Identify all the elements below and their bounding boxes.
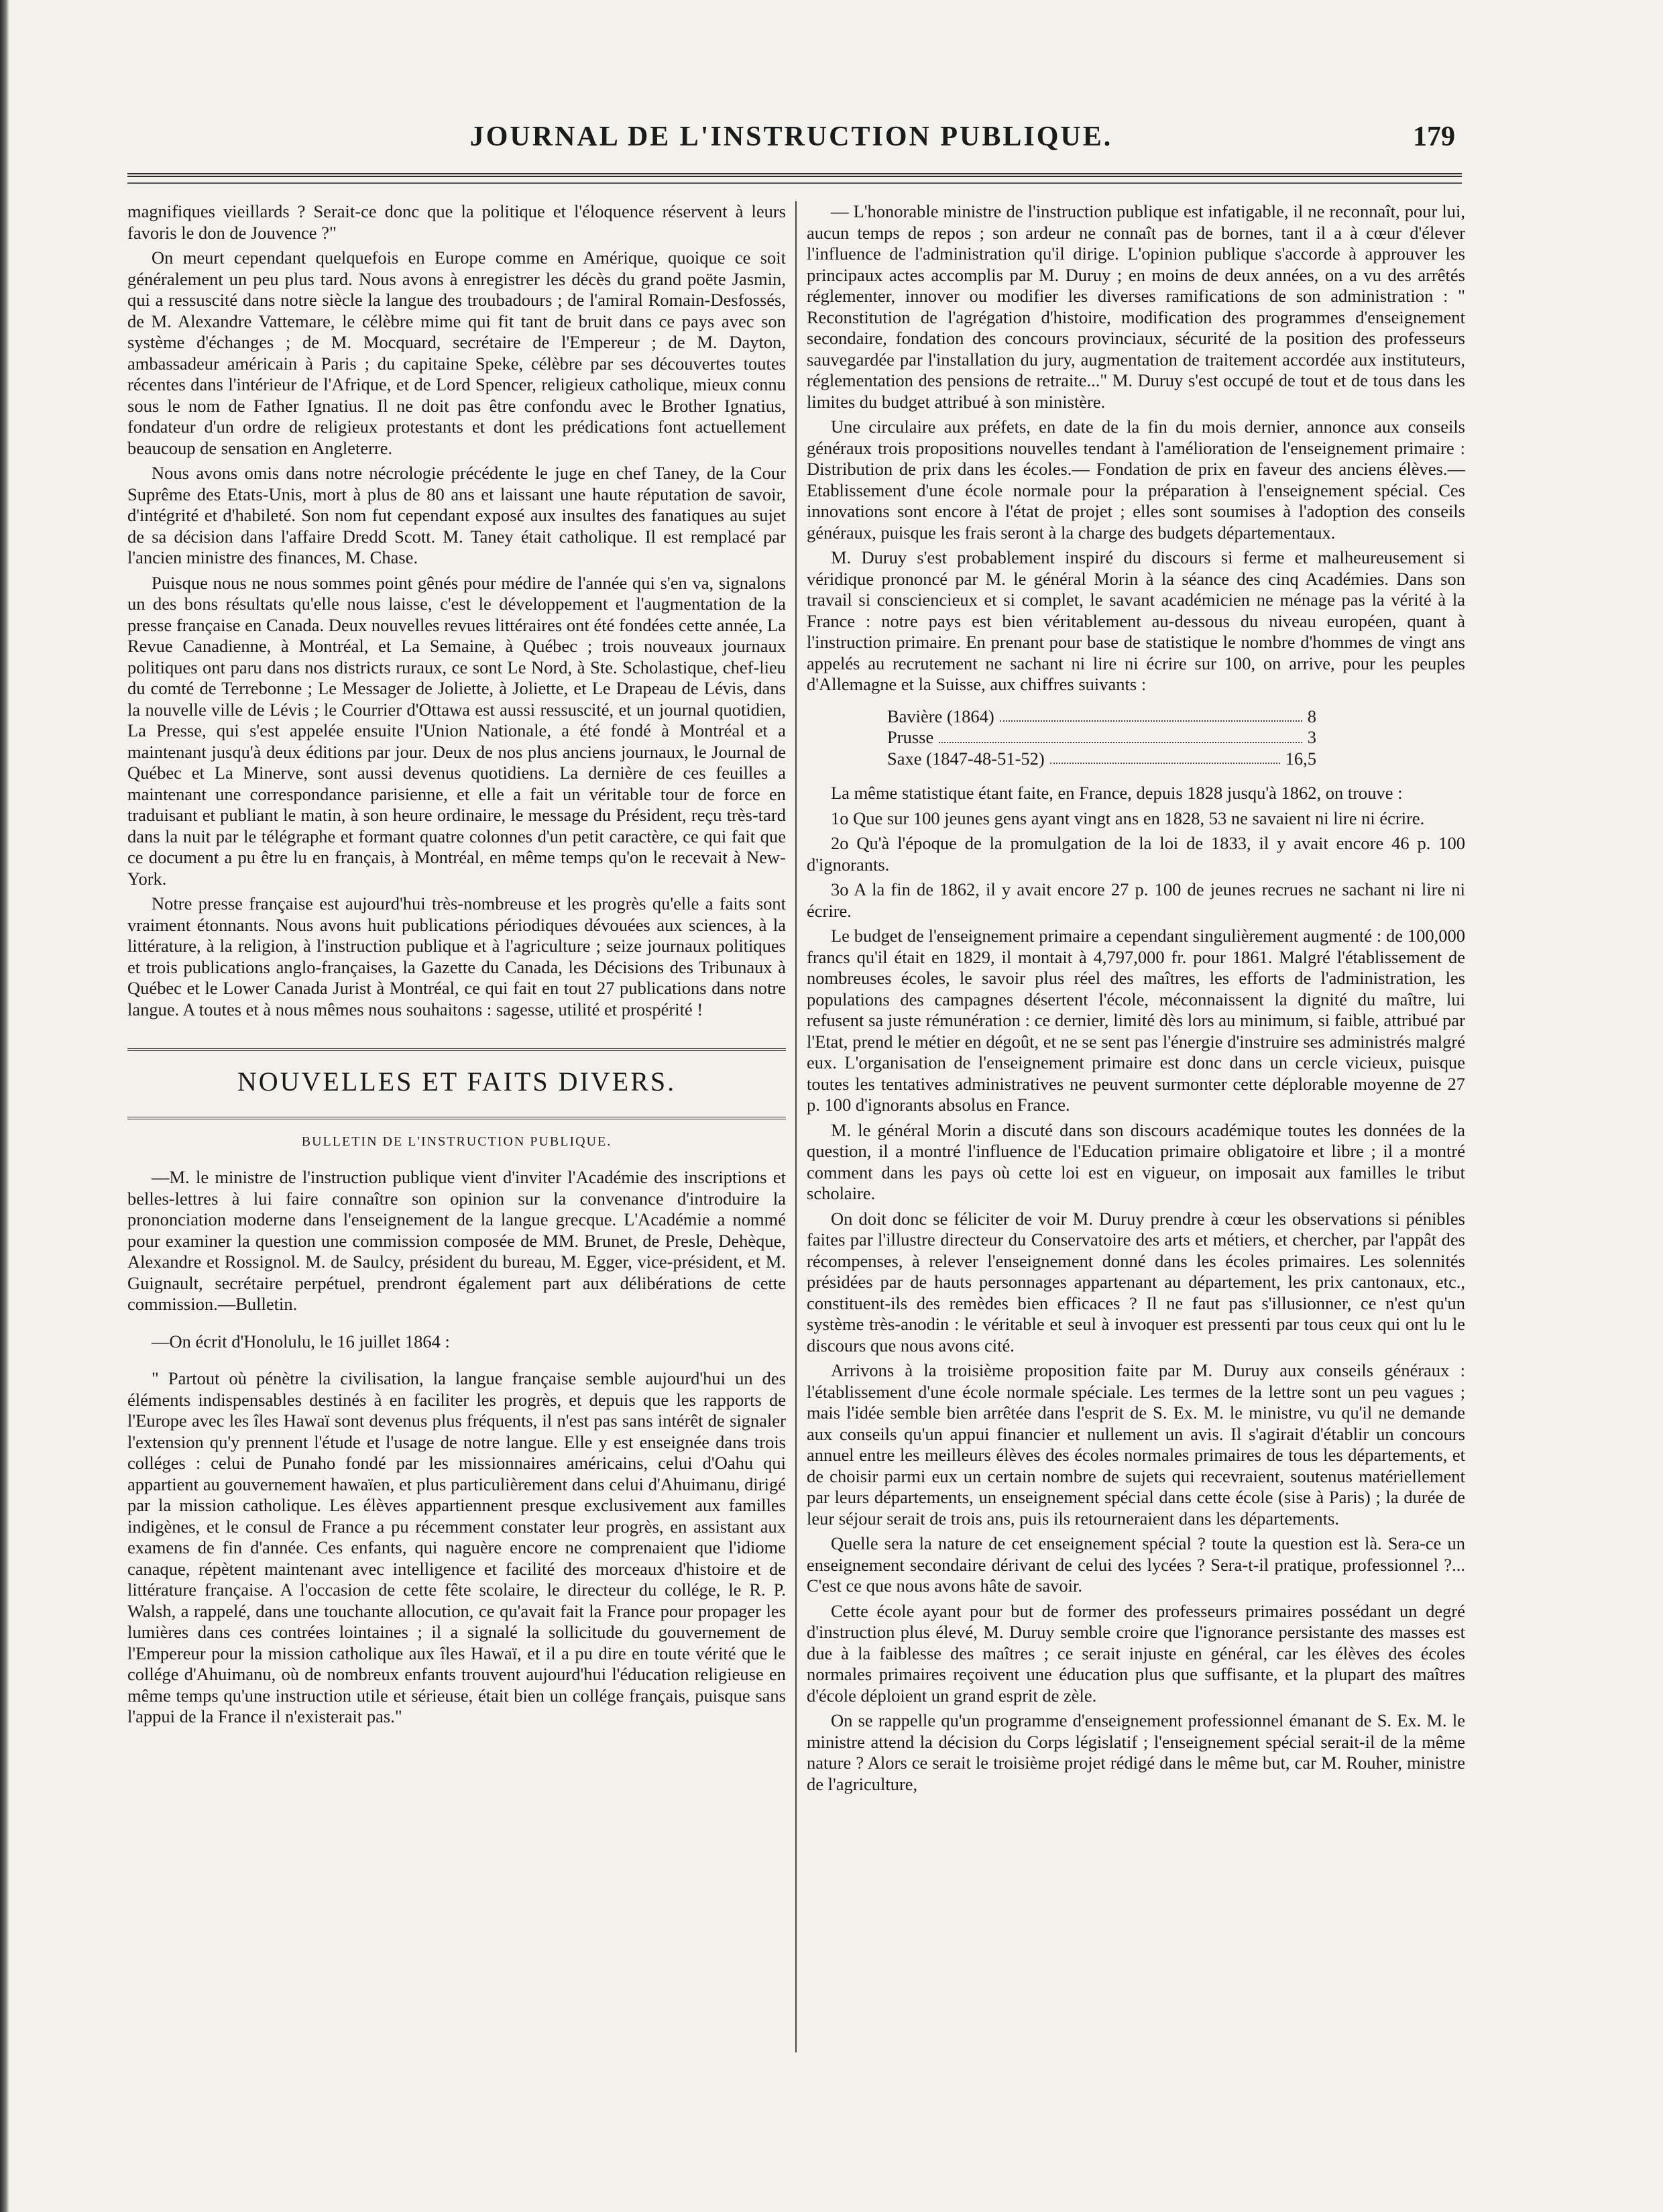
paragraph: Quelle sera la nature de cet enseignement spécial ? toute la question est là. Sera-ce un enseignement secondaire dérivant de celui des lycées ? Sera-t-il pratique, professionnel ?... C'est ce que nous avons hâte de savoir. (807, 1533, 1465, 1596)
section-rule (127, 1117, 786, 1119)
paragraph: Arrivons à la troisième proposition faite par M. Duruy aux conseils généraux : l'établissement d'une école normale spéciale. Les termes de la lettre sont un peu vagues ; mais l'idée semble bien arrêtée dans l'esprit de S. Ex. M. le ministre, vu qu'il ne demande aux conseils qu'un appui financier et nullement un avis. Il s'agirait d'établir un concours annuel entre les meilleurs élèves des écoles normales primaires de tous les départements, et de choisir parmi eux un certain nombre de sujets qui recevraient, soutenus matériellement par leurs départements, un enseignement spécial dans cette école (sise à Paris) ; la durée de leur séjour serait de trois ans, puis ils retourneraient dans les départements. (807, 1360, 1465, 1529)
section-title: NOUVELLES ET FAITS DIVERS. (237, 1066, 677, 1097)
paragraph: magnifiques vieillards ? Serait-ce donc que la politique et l'éloquence réservent à leurs favoris le don de Jouvence ?" (127, 201, 786, 243)
paragraph: On meurt cependant quelquefois en Europe comme en Amérique, quoique ce soit généralement un peu plus tard. Nous avons à enregistrer les décès du grand poëte Jasmin, qui a ressuscité dans notre siècle la langue des troubadours ; de l'amiral Romain-Desfossés, de M. Alexandre Vattemare, le célèbre mime qui fit tant de bruit dans ce pays avec son système d'échanges ; de M. Mocquard, secrétaire de l'Empereur ; de M. Dayton, ambassadeur américain à Paris ; du capitaine Speke, célèbre par ses découvertes toutes récentes dans l'intérieur de l'Afrique, et de Lord Spencer, religieux catholique, mieux connu sous le nom de Father Ignatius. Il ne doit pas être confondu avec le Brother Ignatius, fondateur d'un ordre de religieux protestants et dont les prédications font actuellement beaucoup de sensation en Angleterre. (127, 247, 786, 458)
stat-row (887, 727, 1316, 749)
stat-label: Bavière (1864) (887, 706, 994, 726)
paragraph: On se rappelle qu'un programme d'enseignement professionnel émanant de S. Ex. M. le ministre attend la décision du Corps législatif ; l'enseignement spécial serait-il de la même nature ? Alors ce serait le troisième projet rédigé dans le même but, car M. Rouher, ministre de l'agriculture, (807, 1710, 1465, 1794)
paragraph: —On écrit d'Honolulu, le 16 juillet 1864 : (152, 1331, 450, 1351)
stat-row (887, 749, 1316, 770)
paragraph: La même statistique étant faite, en France, depuis 1828 jusqu'à 1862, on trouve : (831, 783, 1403, 803)
statistics-table (887, 706, 1316, 770)
paragraph: Cette école ayant pour but de former des professeurs primaires possédant un degré d'instruction plus élevé, M. Duruy semble croire que l'ignorance persistante des masses est due à la faiblesse des maîtres ; ce serait injuste en général, car les élèves des écoles normales primaires reçoivent une éducation plus que suffisante, et la plupart des maîtres d'école déploient un grand esprit de zèle. (807, 1600, 1465, 1706)
paragraph: — L'honorable ministre de l'instruction publique est infatigable, il ne reconnaît, pour lui, aucun temps de repos ; son ardeur ne connaît pas de bornes, tant il a à cœur d'élever l'influence de l'administration qu'il dirige. L'opinion publique s'accorde à approuver les principaux actes accomplis par M. Duruy ; en moins de deux années, on a vu des arrêtés réglementer, innover ou modifier les diverses ramifications de son administration : " Reconstitution de l'agrégation d'histoire, modification des programmes d'enseignement secondaire, fondation des concours provinciaux, sécurité de la position des professeurs sauvegardée par l'installation du jury, augmentation de traitement accordée aux instituteurs, réglementation des pensions de retraite..." M. Duruy s'est occupé de tout et de tous dans les limites du budget attribué à son ministère. (807, 201, 1465, 412)
paragraph: On doit donc se féliciter de voir M. Duruy prendre à cœur les observations si pénibles faites par l'illustre directeur du Conservatoire des arts et métiers, et chercher, par l'appât des récompenses, à relever l'enseignement donné dans les écoles primaires. Les solennités présidées par de hauts personnages appartenant au département, les prix cantonaux, etc., constituent-ils des remèdes bien efficaces ? Il ne faut pas s'illusionner, ce n'est qu'un système très-anodin : le véritable et seul à invoquer est pressenti par tous ceux qui ont lu le discours que nous avons cité. (807, 1208, 1465, 1356)
stat-value: 8 (1307, 706, 1316, 726)
paragraph: Une circulaire aux préfets, en date de la fin du mois dernier, annonce aux conseils généraux trois propositions nouvelles tendant à l'amélioration de l'enseignement primaire : Distribution de prix dans les écoles.— Fondation de prix en faveur des anciens élèves.—Etablissement d'une école normale pour la préparation à l'enseignement spécial. Ces innovations sont encore à l'état de projet ; elles sont soumises à l'adoption des conseils généraux, puisque les frais seront à la charge des budgets départementaux. (807, 417, 1465, 543)
page-header (127, 121, 1455, 161)
stat-label: Prusse (887, 727, 934, 747)
paragraph: Le budget de l'enseignement primaire a cependant singulièrement augmenté : de 100,000 francs qu'il était en 1829, il montait à 4,797,000 fr. pour 1861. Malgré l'établissement de nombreuses écoles, le savoir plus réel des maîtres, les efforts de l'administration, les populations des campagnes désertent l'école, méconnaissent la dignité du maître, lui refusent sa juste rémunération : ce dernier, limité dès lors au minimum, si faible, attribué par l'Etat, prend le métier en dégoût, et ne se sent pas l'énergie d'instruire ses administrés malgré eux. L'organisation de l'enseignement primaire est donc dans un cercle vicieux, puisque toutes les tentatives administratives ne peuvent surmonter cette déplorable moyenne de 27 p. 100 d'ignorants absolus en France. (807, 926, 1465, 1115)
paragraph: Puisque nous ne nous sommes point gênés pour médire de l'année qui s'en va, signalons un des bons résultats qu'elle nous laisse, c'est le développement et l'augmentation de la presse française en Canada. Deux nouvelles revues littéraires ont été fondées cette année, La Revue Canadienne, à Montréal, et La Semaine, à Québec ; trois nouveaux journaux politiques ont paru dans nos districts ruraux, ce sont Le Nord, à Ste. Scholastique, chef-lieu du comté de Terrebonne ; Le Messager de Joliette, à Joliette, et Le Drapeau de Lévis, dans la nouvelle ville de Lévis ; le Courrier d'Ottawa est aussi ressuscité, et un journal quotidien, La Presse, qui s'est appelée ensuite l'Union Nationale, a été fondé à Montréal et a maintenant jusqu'à deux éditions par jour. Deux de nos plus anciens journaux, le Journal de Québec et La Minerve, sont aussi devenus quotidiens. La dernière de ces feuilles a maintenant une correspondance parisienne, et elle a fait un véritable tour de force en traduisant et publiant le matin, à son heure ordinaire, le message du Président, reçu très-tard dans la nuit par le télégraphe et formant quatre colonnes d'un petit caractère, ce qui fait que ce document a pu être lu en français, à Montréal, en même temps qu'on le recevait à New-York. (127, 572, 786, 889)
header-rule-thin (127, 182, 1462, 184)
paragraph: " Partout où pénètre la civilisation, la langue française semble aujourd'hui un des éléments indispensables destinés à en faciliter les progrès, et depuis que les rapports de l'Europe avec les îles Hawaï sont devenus plus fréquents, il n'est pas sans intérêt de signaler l'extension qu'y prennent l'étude et l'usage de notre langue. Elle y est enseignée dans trois colléges : celui de Punaho fondé par les missionnaires américains, celui d'Oahu qui appartient au gouvernement hawaïen, et plus particulièrement dans celui d'Ahuimanu, dirigé par la mission catholique. Les élèves appartiennent presque exclusivement aux familles indigènes, et le consul de France a pu récemment constater leur progrès, en assistant aux examens de fin d'année. Ces enfants, qui naguère encore ne comprenaient que l'idiome canaque, répètent maintenant avec intelligence et facilité des morceaux d'histoire et de littérature française. A l'occasion de cette fête scolaire, le directeur du collége, le R. P. Walsh, a rappelé, dans une touchante allocution, ce qu'avait fait la France pour propager les lumières dans ces contrées lointaines ; il a signalé la sollicitude du gouvernement de l'Empereur pour la mission catholique aux îles Hawaï, et il a pu dire en toute vérité que le collége d'Ahuimanu, où de nombreux enfants trouvent aujourd'hui l'éducation religieuse en même temps qu'une instruction utile et sérieuse, était bien un collége français, puisque sans l'appui de la France il n'existerait pas." (127, 1368, 786, 1726)
paragraph: 3o A la fin de 1862, il y avait encore 27 p. 100 de jeunes recrues ne sachant ni lire ni écrire. (807, 879, 1465, 921)
left-column (127, 201, 786, 1732)
paragraph: Nous avons omis dans notre nécrologie précédente le juge en chef Taney, de la Cour Suprême des Etats-Unis, mort à plus de 80 ans et laissant une haute réputation de savoir, d'intégrité et d'habileté. Son nom fut cependant exposé aux insultes des fanatiques au sujet de sa décision dans l'affaire Dredd Scott. M. Taney était catholique. Il est remplacé par l'ancien ministre des finances, M. Chase. (127, 463, 786, 567)
stat-value: 3 (1307, 727, 1316, 747)
column-divider (795, 201, 797, 2052)
journal-title: JOURNAL DE L'INSTRUCTION PUBLIQUE. (469, 121, 1113, 152)
paragraph: 2o Qu'à l'époque de la promulgation de la loi de 1833, il y avait encore 46 p. 100 d'ignorants. (807, 833, 1465, 875)
paragraph: Notre presse française est aujourd'hui très-nombreuse et les progrès qu'elle a faits sont vraiment étonnants. Nous avons huit publications périodiques dévouées aux sciences, à la littérature, à la religion, à l'instruction publique et à l'agriculture ; seize journaux politiques et trois publications anglo-françaises, la Gazette du Canada, les Décisions des Tribunaux à Québec et le Lower Canada Jurist à Montréal, ce qui fait en tout 27 publications dans notre langue. A toutes et à nous mêmes nous souhaitons : sagesse, utilité et prospérité ! (127, 893, 786, 1019)
section-rule (127, 1048, 786, 1051)
paragraph: —M. le ministre de l'instruction publique vient d'inviter l'Académie des inscriptions et belles-lettres à lui faire connaître son opinion sur la convenance d'introduire la prononciation moderne dans l'enseignement de la langue grecque. L'Académie a nommé pour examiner la question une commission composée de MM. Brunet, de Presle, Dehèque, Alexandre et Rossignol. M. de Saulcy, président du bureau, M. Egger, vice-président, et M. Guignault, secrétaire perpétuel, prendront également part aux délibérations de cette commission.—Bulletin. (127, 1167, 786, 1314)
paragraph: 1o Que sur 100 jeunes gens ayant vingt ans en 1828, 53 ne savaient ni lire ni écrire. (831, 808, 1425, 828)
header-rule (127, 173, 1462, 177)
right-column (807, 201, 1465, 1799)
stat-row (887, 706, 1316, 728)
bulletin-title: BULLETIN DE L'INSTRUCTION PUBLIQUE. (301, 1133, 612, 1149)
page-edge-shadow (0, 0, 9, 2212)
paragraph: M. Duruy s'est probablement inspiré du discours si ferme et malheureusement si véridique prononcé par M. le général Morin à la séance des cinq Académies. Dans son travail si consciencieux et si complet, le savant académicien ne ménage pas la vérité à la France : notre pays est bien véritablement au-dessous du niveau européen, quant à l'instruction primaire. En prenant pour base de statistique le nombre d'hommes de vingt ans appelés au recrutement ne sachant ni lire ni écrire sur 100, on arrive, pour les peuples d'Allemagne et la Suisse, aux chiffres suivants : (807, 547, 1465, 694)
stat-value: 16,5 (1285, 748, 1316, 769)
stat-label: Saxe (1847-48-51-52) (887, 748, 1045, 769)
paragraph: M. le général Morin a discuté dans son discours académique toutes les données de la question, il a montré l'influence de l'Education primaire obligatoire et libre ; il a montré comment dans les pays où cette loi est en vigueur, on imposait aux familles le tribut scholaire. (807, 1119, 1465, 1203)
page-number: 179 (1413, 121, 1455, 152)
